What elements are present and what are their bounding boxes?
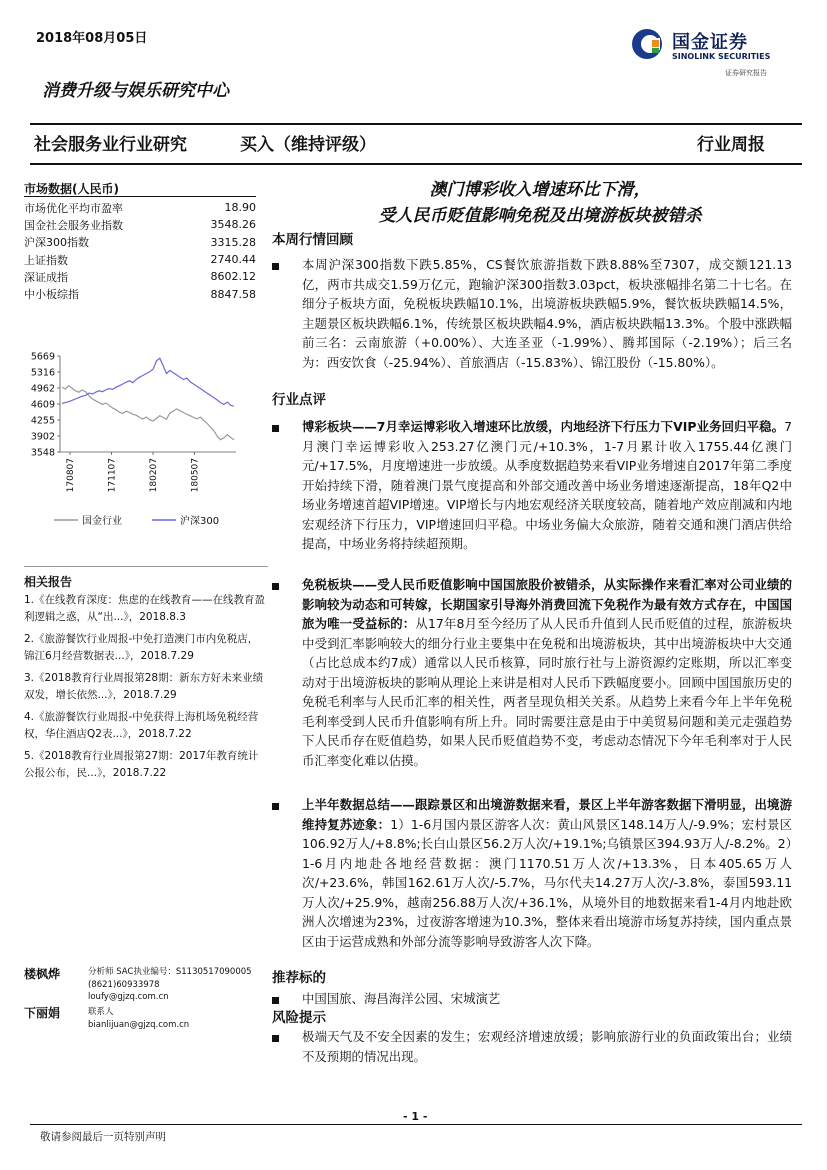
y-tick-label: 4255	[30, 415, 55, 427]
market-row	[24, 234, 256, 251]
rating: 买入（维持评级）	[240, 135, 376, 155]
analyst-email[interactable]: loufy@gjzq.com.cn	[88, 992, 169, 1002]
section-industry-comment: 行业点评	[272, 392, 326, 408]
weekly-review-text: 本周沪深300指数下跌5.85%，CS餐饮旅游指数下跌8.88%至7307，成交额121.13亿，两市共成交1.59万亿元，跑输沪深300指数3.03pct，板块涨幅排名第二十七名。在细分子板块方面，免税板块跌幅10.1%，出境游板块跌幅5.9%，餐饮板块跌幅14.5%，主题景区板块跌幅6.1%，传统景区板块跌幅4.9%，酒店板块跌幅13.3%。个股中涨跌幅前三名：云南旅游（+0.00%）、大连圣亚（-1.99%）、腾邦国际（-2.19%）；后三名为：西安饮食（-25.94%）、首旅酒店（-15.83%）、锦江股份（-15.80%）。	[302, 257, 792, 370]
logo-sub: 证券研究报告	[725, 69, 767, 77]
duty-free-lead: 免税板块——受人民币贬值影响中国国旅股价被错杀，从实际操作来看汇率对公司业绩的影响较为动态和可转嫁，长期国家引导海外消费回流下免税作为最有效方式存在，中国国旅为唯一受益标的：	[302, 577, 792, 631]
risk-text: 极端天气及不安全因素的发生；宏观经济增速放缓；影响旅游行业的负面政策出台；业绩不及预期的情况出现。	[302, 1029, 792, 1064]
market-data-title: 市场数据(人民币)	[24, 182, 119, 196]
duty-free-text	[302, 575, 792, 770]
section-recommended: 推荐标的	[272, 970, 326, 986]
analyst-phone: (8621)60933978	[88, 979, 160, 990]
market-value: 8602.12	[210, 270, 256, 284]
h1-summary-text	[302, 795, 792, 951]
research-center: 消费升级与娱乐研究中心	[42, 81, 229, 101]
market-title-rule	[24, 196, 256, 197]
related-reports-title: 相关报告	[24, 575, 73, 589]
x-tick-label: 171107	[107, 458, 118, 493]
market-value: 2740.44	[210, 253, 256, 267]
logo-cn: 国金证券	[672, 32, 748, 53]
contact-name: 下丽娟	[24, 1006, 61, 1020]
y-tick-label: 4962	[30, 383, 55, 395]
y-tick-label: 5669	[30, 351, 55, 363]
market-value: 3315.28	[210, 235, 256, 249]
footer-rule	[30, 1124, 802, 1125]
y-tick-label: 4609	[30, 399, 55, 411]
section-risk: 风险提示	[272, 1010, 326, 1026]
contact-email[interactable]: bianlijuan@gjzq.com.cn	[88, 1019, 190, 1030]
market-label: 市场优化平均市盈率	[24, 201, 123, 215]
report-type: 行业周报	[697, 135, 765, 155]
page-number: - 1 -	[403, 1110, 428, 1123]
market-data-table	[24, 199, 256, 303]
related-reports-list	[24, 592, 268, 787]
market-label: 上证指数	[24, 253, 68, 267]
y-tick-label: 3902	[30, 431, 55, 443]
section-weekly-review: 本周行情回顾	[272, 232, 353, 248]
x-tick-label: 170807	[66, 458, 76, 493]
bullet-square-icon	[272, 803, 279, 810]
related-report-item[interactable]: 1.《在线教育深度：焦虑的在线教育——在线教育盈利逻辑之惑，从“出...》，2018.8.3	[24, 594, 266, 623]
market-row	[24, 216, 256, 233]
legend-label: 国金行业	[82, 516, 122, 527]
related-report-item[interactable]: 3.《2018教育行业周报第28期：新东方好未来业绩双发，增长依然...》，2018.7.29	[24, 672, 264, 701]
related-report-item[interactable]: 2.《旅游餐饮行业周报-中免打造澳门市内免税店，锦江6月经营数据表...》，2018.7.29	[24, 633, 259, 662]
market-value: 3548.26	[210, 218, 256, 232]
market-label: 国金社会服务业指数	[24, 218, 123, 232]
x-tick-label: 180207	[149, 458, 159, 493]
contact-line: 联系人	[88, 1007, 114, 1017]
chart-bottom-rule	[24, 566, 268, 567]
report-title	[270, 177, 810, 229]
analyst-info	[88, 966, 278, 1004]
disclaimer-note: 敬请参阅最后一页特别声明	[40, 1131, 166, 1143]
market-value: 18.90	[224, 201, 256, 215]
market-value: 8847.58	[210, 287, 256, 301]
bullet-square-icon	[272, 997, 279, 1004]
company-logo	[630, 24, 790, 80]
related-report-item[interactable]: 4.《旅游餐饮行业周报-中免获得上海机场免税经营权，华住酒店Q2表...》，2018.7.22	[24, 711, 259, 740]
analyst-name: 楼枫烨	[24, 967, 61, 981]
market-row	[24, 268, 256, 285]
logo-mark-icon	[630, 26, 666, 62]
series-line-csi300	[62, 358, 234, 406]
index-chart	[24, 340, 264, 540]
market-row	[24, 251, 256, 268]
h1-summary-lead: 上半年数据总结——跟踪景区和出境游数据来看，景区上半年游客数据下滑明显，出境游维持复苏迹象：	[302, 797, 792, 832]
gaming-text	[302, 417, 792, 554]
y-tick-label: 5316	[30, 367, 55, 379]
bullet-square-icon	[272, 263, 279, 270]
industry-title: 社会服务业行业研究	[34, 135, 187, 155]
gaming-body: 7月澳门幸运博彩收入253.27亿澳门元/+10.3%，1-7月累计收入1755.44亿澳门元/+17.5%，月度增速进一步放缓。从季度数据趋势来看VIP业务增速自2017年第二季度开始持续下滑，随着澳门景气度提高和外部交通改善中场业务增速逐渐提高，18年Q2中场业务增速首超VIP增速。VIP增长与内地宏观经济关联度较高，随着地产效应削减和内地宏观经济下行压力，VIP增速回归平稳。中场业务偏大众旅游，随着交通和澳门酒店供给提高，中场业务将持续超预期。	[302, 419, 792, 551]
related-report-item[interactable]: 5.《2018教育行业周报第27期：2017年教育统计公报公布，民...》，2018.7.22	[24, 750, 259, 779]
report-title-line: 澳门博彩收入增速环比下滑，	[429, 180, 651, 200]
x-tick-label: 180507	[190, 458, 201, 493]
legend-label: 沪深300	[180, 516, 220, 527]
market-label: 深证成指	[24, 270, 68, 284]
market-label: 沪深300指数	[24, 236, 89, 250]
report-date: 2018年08月05日	[36, 31, 148, 46]
header-rule-bottom	[30, 163, 802, 165]
duty-free-body: 从17年8月至今经历了从人民币升值到人民币贬值的过程，旅游板块中受到汇率影响较大的细分行业主要集中在免税和出境游板块，其中出境游板块中大交通（占比总成本约7成）通常以人民币核算，同时旅行社与上游资源约定账期，所以汇率变动对于出境游板块的影响从理论上来讲是相对人民币下跌幅度要小。回顾中国国旅历史的免税毛利率与人民币汇率的相关性，两者呈现负相关关系。从趋势上来看今年上半年免税毛利率受到人民币升值影响有所上升。同时需要注意是由于中美贸易问题和美元走强趋势下人民币存在贬值趋势，如果人民币贬值趋势不变，考虑动态情况下今年毛利率对于人民币汇率变化难以估摸。	[302, 616, 792, 768]
recommended-text: 中国国旅、海昌海洋公园、宋城演艺	[302, 991, 501, 1006]
contact-info	[88, 1006, 278, 1031]
report-title-line: 受人民币贬值影响免税及出境游板块被错杀	[378, 206, 702, 226]
logo-en: SINOLINK SECURITIES	[672, 52, 771, 61]
market-row	[24, 285, 256, 302]
gaming-lead: 博彩板块——7月幸运博彩收入增速环比放缓，内地经济下行压力下VIP业务回归平稳。	[302, 419, 785, 434]
y-tick-label: 3548	[30, 447, 55, 459]
analyst-line: 分析师 SAC执业编号：S1130517090005	[88, 967, 252, 977]
h1-summary-body: 1）1-6月国内景区游客人次：黄山风景区148.14万人/-9.9%；宏村景区106.92万人/+8.8%;长白山景区56.2万人次/+19.1%;乌镇景区394.93万人/-8.2%。2）1-6月内地赴各地经营数据：澳门1170.51万人次/+13.3%，日本405.65万人次/+23.6%，韩国162.61万人次/-5.7%，马尔代夫14.27万人次/-3.8%，泰国593.11万人次/+25.9%，越南256.88万人次/+36.1%，从境外目的地数据来看1-4月内地赴欧洲人次增速为23%，过夜游客增速为10.3%，整体来看出境游市场复苏持续，国内重点景区由于运营成熟和外部分流等影响导致游客人次下降。	[302, 816, 792, 949]
bullet-square-icon	[272, 1035, 279, 1042]
market-row	[24, 199, 256, 216]
bullet-square-icon	[272, 583, 279, 590]
market-label: 中小板综指	[24, 288, 79, 302]
bullet-square-icon	[272, 425, 279, 432]
header-rule-top	[30, 123, 802, 125]
